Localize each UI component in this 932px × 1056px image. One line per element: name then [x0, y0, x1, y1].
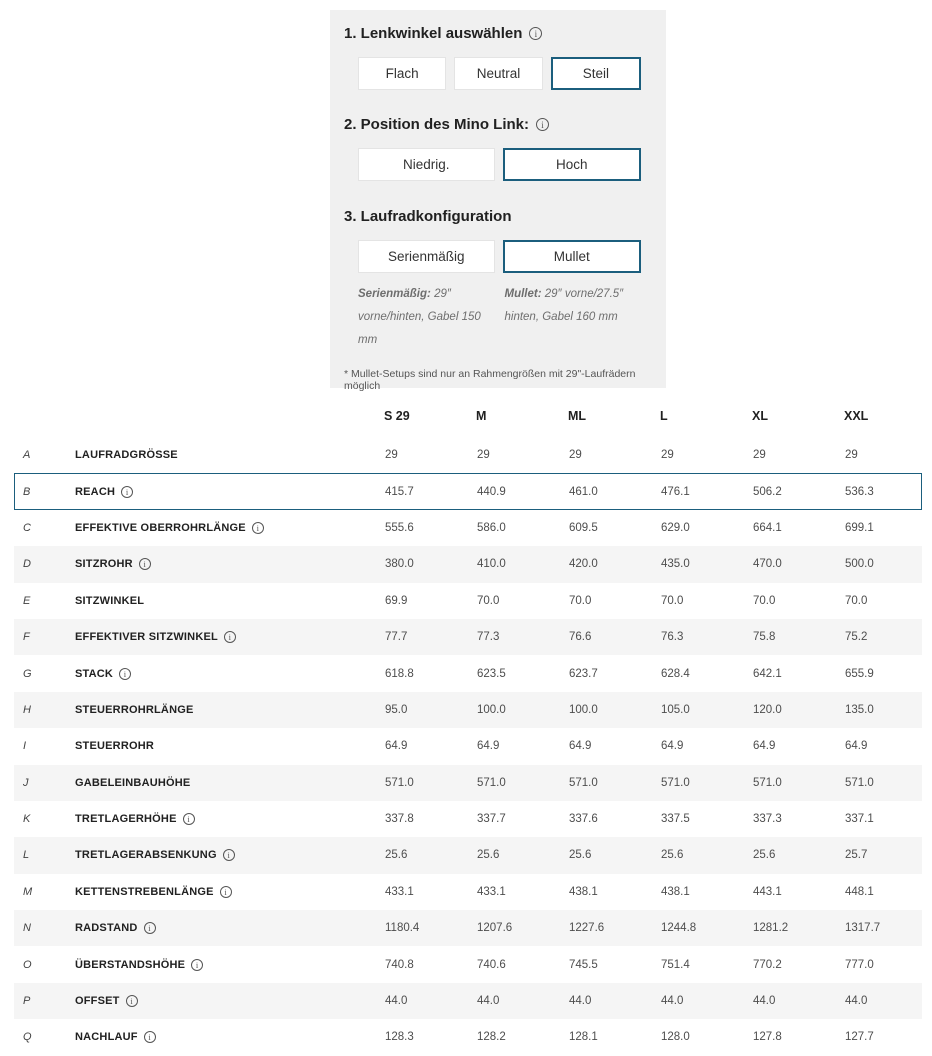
row-value: 1317.7 — [845, 922, 881, 935]
row-label — [75, 959, 385, 971]
serienmaessig-description — [358, 283, 495, 352]
row-value: 443.1 — [753, 885, 782, 898]
row-value: 70.0 — [845, 594, 868, 607]
section-laufradkonfiguration — [344, 208, 652, 352]
row-label-text: OFFSET — [75, 995, 120, 1008]
table-row[interactable] — [14, 1019, 922, 1055]
row-letter: E — [23, 594, 31, 607]
row-value: 76.6 — [569, 631, 592, 644]
row-label — [75, 886, 385, 898]
row-value: 777.0 — [845, 958, 874, 971]
row-value: 128.2 — [477, 1031, 506, 1044]
info-icon[interactable] — [139, 558, 151, 570]
row-value: 470.0 — [753, 558, 782, 571]
row-value: 25.6 — [661, 849, 684, 862]
table-body — [14, 437, 922, 1056]
row-letter: J — [23, 776, 29, 789]
row-label — [75, 922, 385, 934]
row-value: 95.0 — [385, 703, 408, 716]
table-row[interactable] — [14, 946, 922, 982]
row-value: 105.0 — [661, 703, 690, 716]
row-label — [75, 631, 385, 643]
row-value: 655.9 — [845, 667, 874, 680]
row-label-text: EFFEKTIVER SITZWINKEL — [75, 631, 218, 644]
row-label-text: RADSTAND — [75, 922, 138, 935]
row-value: 740.6 — [477, 958, 506, 971]
row-value: 44.0 — [569, 995, 592, 1008]
option-niedrig[interactable]: Niedrig. — [358, 148, 495, 181]
row-label-text: LAUFRADGRÖSSE — [75, 449, 178, 462]
row-value: 410.0 — [477, 558, 506, 571]
row-value: 438.1 — [661, 885, 690, 898]
row-value: 29 — [661, 449, 674, 462]
row-label — [75, 995, 385, 1007]
row-label — [75, 558, 385, 570]
row-value: 770.2 — [753, 958, 782, 971]
row-value: 745.5 — [569, 958, 598, 971]
info-icon[interactable] — [252, 522, 264, 534]
row-value: 555.6 — [385, 521, 414, 534]
description-text: 29″ vorne/hinten, Gabel 150 mm — [358, 288, 481, 346]
row-value: 29 — [477, 449, 490, 462]
row-value: 70.0 — [477, 594, 500, 607]
row-label-text: SITZROHR — [75, 558, 133, 571]
row-letter: B — [23, 485, 31, 498]
row-value: 628.4 — [661, 667, 690, 680]
row-value: 64.9 — [661, 740, 684, 753]
config-panel — [330, 10, 666, 392]
table-row[interactable] — [14, 546, 922, 582]
row-value: 536.3 — [845, 485, 874, 498]
row-value: 337.5 — [661, 813, 690, 826]
option-neutral[interactable]: Neutral — [454, 57, 542, 90]
row-value: 75.8 — [753, 631, 776, 644]
row-value: 64.9 — [477, 740, 500, 753]
row-value: 337.1 — [845, 813, 874, 826]
row-value: 25.6 — [569, 849, 592, 862]
row-value: 1244.8 — [661, 922, 697, 935]
row-value: 100.0 — [477, 703, 506, 716]
info-icon[interactable] — [223, 849, 235, 861]
row-value: 740.8 — [385, 958, 414, 971]
row-letter: K — [23, 813, 31, 826]
row-value: 128.0 — [661, 1031, 690, 1044]
row-label-text: STACK — [75, 667, 114, 680]
row-value: 476.1 — [661, 485, 690, 498]
row-letter: I — [23, 740, 27, 753]
row-value: 44.0 — [661, 995, 684, 1008]
row-value: 70.0 — [753, 594, 776, 607]
row-value: 128.1 — [569, 1031, 598, 1044]
row-value: 337.3 — [753, 813, 782, 826]
row-value: 664.1 — [753, 521, 782, 534]
row-value: 337.7 — [477, 813, 506, 826]
row-value: 623.7 — [569, 667, 598, 680]
row-label-text: SITZWINKEL — [75, 594, 145, 607]
table-row[interactable] — [14, 437, 922, 473]
section-mino-link-title — [344, 116, 652, 133]
section-laufradkonfiguration-title — [344, 208, 652, 225]
geometry-table — [14, 395, 922, 1056]
row-value: 44.0 — [385, 995, 408, 1008]
row-value: 127.7 — [845, 1031, 874, 1044]
row-value: 77.7 — [385, 631, 408, 644]
row-value: 618.8 — [385, 667, 414, 680]
row-value: 120.0 — [753, 703, 782, 716]
row-value: 623.5 — [477, 667, 506, 680]
description-lead: Serienmäßig: — [358, 288, 431, 300]
table-row[interactable] — [14, 874, 922, 910]
row-value: 64.9 — [753, 740, 776, 753]
row-label-text: TRETLAGERHÖHE — [75, 813, 177, 826]
row-value: 699.1 — [845, 521, 874, 534]
info-icon[interactable] — [191, 959, 203, 971]
table-row[interactable] — [14, 655, 922, 691]
row-value: 69.9 — [385, 594, 408, 607]
row-label-text: ÜBERSTANDSHÖHE — [75, 958, 186, 971]
row-label — [75, 813, 385, 825]
row-value: 25.6 — [385, 849, 408, 862]
option-flach[interactable]: Flach — [358, 57, 446, 90]
row-value: 64.9 — [385, 740, 408, 753]
row-value: 64.9 — [845, 740, 868, 753]
row-label — [75, 668, 385, 680]
row-value: 337.6 — [569, 813, 598, 826]
section-lenkwinkel — [344, 25, 652, 90]
row-value: 571.0 — [477, 776, 506, 789]
row-letter: F — [23, 631, 30, 644]
table-row[interactable] — [14, 692, 922, 728]
row-value: 435.0 — [661, 558, 690, 571]
row-value: 100.0 — [569, 703, 598, 716]
section-mino-link — [344, 116, 652, 181]
row-value: 500.0 — [845, 558, 874, 571]
size-header: L — [660, 409, 668, 423]
row-value: 571.0 — [385, 776, 414, 789]
option-steil[interactable]: Steil — [551, 57, 641, 90]
row-label-text: EFFEKTIVE OBERROHRLÄNGE — [75, 521, 246, 534]
row-label-text: KETTENSTREBENLÄNGE — [75, 885, 214, 898]
row-value: 64.9 — [569, 740, 592, 753]
row-value: 642.1 — [753, 667, 782, 680]
row-label-text: REACH — [75, 485, 116, 498]
row-letter: D — [23, 558, 31, 571]
mino-link-options — [358, 148, 641, 181]
table-row[interactable] — [14, 510, 922, 546]
row-value: 135.0 — [845, 703, 874, 716]
row-value: 1180.4 — [385, 922, 420, 935]
section-title-text: 1. Lenkwinkel auswählen — [344, 25, 523, 42]
row-value: 415.7 — [385, 485, 414, 498]
row-value: 380.0 — [385, 558, 414, 571]
row-label — [75, 849, 385, 861]
row-letter: P — [23, 995, 31, 1008]
row-value: 438.1 — [569, 885, 598, 898]
row-value: 75.2 — [845, 631, 868, 644]
row-value: 609.5 — [569, 521, 598, 534]
row-value: 571.0 — [845, 776, 874, 789]
info-icon[interactable] — [119, 668, 131, 680]
info-icon[interactable] — [126, 995, 138, 1007]
info-icon[interactable] — [220, 886, 232, 898]
row-value: 506.2 — [753, 485, 782, 498]
row-value: 44.0 — [477, 995, 500, 1008]
table-row[interactable] — [14, 983, 922, 1019]
row-value: 448.1 — [845, 885, 874, 898]
row-value: 25.7 — [845, 849, 868, 862]
row-value: 629.0 — [661, 521, 690, 534]
row-value: 571.0 — [569, 776, 598, 789]
row-value: 128.3 — [385, 1031, 414, 1044]
row-value: 70.0 — [661, 594, 684, 607]
mullet-footnote: * Mullet-Setups sind nur an Rahmengrößen mit 29"-Laufrädern möglich — [344, 368, 636, 392]
row-label — [75, 704, 385, 716]
row-value: 586.0 — [477, 521, 506, 534]
row-letter: M — [23, 885, 33, 898]
row-letter: G — [23, 667, 32, 680]
row-label — [75, 595, 385, 607]
size-header: M — [476, 409, 487, 423]
row-label — [75, 522, 385, 534]
row-value: 571.0 — [661, 776, 690, 789]
description-lead: Mullet: — [504, 288, 542, 300]
table-row[interactable] — [14, 765, 922, 801]
size-header: ML — [568, 409, 587, 423]
row-value: 70.0 — [569, 594, 592, 607]
info-icon[interactable] — [144, 1031, 156, 1043]
row-label — [75, 777, 385, 789]
row-value: 433.1 — [477, 885, 506, 898]
row-value: 1227.6 — [569, 922, 605, 935]
row-label — [75, 740, 385, 752]
mullet-description — [505, 283, 642, 352]
row-value: 76.3 — [661, 631, 684, 644]
section-title-text: 2. Position des Mino Link: — [344, 116, 530, 133]
row-label-text: NACHLAUF — [75, 1031, 138, 1044]
row-label — [75, 449, 385, 461]
table-row[interactable] — [14, 910, 922, 946]
row-value: 1207.6 — [477, 922, 513, 935]
table-row[interactable] — [14, 473, 922, 509]
row-value: 29 — [569, 449, 582, 462]
row-letter: A — [23, 449, 31, 462]
row-value: 29 — [385, 449, 398, 462]
table-row[interactable] — [14, 728, 922, 764]
row-letter: O — [23, 958, 32, 971]
row-value: 44.0 — [753, 995, 776, 1008]
table-row[interactable] — [14, 801, 922, 837]
row-letter: C — [23, 521, 31, 534]
info-icon[interactable] — [529, 27, 542, 40]
size-header: XL — [752, 409, 768, 423]
table-row[interactable] — [14, 837, 922, 873]
row-value: 440.9 — [477, 485, 506, 498]
table-row[interactable] — [14, 619, 922, 655]
info-icon[interactable] — [144, 922, 156, 934]
row-label-text: GABELEINBAUHÖHE — [75, 776, 191, 789]
section-title-text: 3. Laufradkonfiguration — [344, 208, 512, 225]
row-value: 571.0 — [753, 776, 782, 789]
row-value: 433.1 — [385, 885, 414, 898]
row-label — [75, 486, 385, 498]
row-value: 29 — [753, 449, 766, 462]
row-letter: H — [23, 703, 31, 716]
row-label-text: STEUERROHR — [75, 740, 155, 753]
info-icon[interactable] — [536, 118, 549, 131]
info-icon[interactable] — [183, 813, 195, 825]
row-letter: L — [23, 849, 30, 862]
size-header-row — [14, 395, 922, 437]
option-serienmaessig[interactable]: Serienmäßig — [358, 240, 495, 273]
row-value: 420.0 — [569, 558, 598, 571]
row-value: 751.4 — [661, 958, 690, 971]
row-value: 44.0 — [845, 995, 868, 1008]
description-text: 29″ vorne/27.5″ hinten, Gabel 160 mm — [504, 288, 624, 323]
option-hoch[interactable]: Hoch — [503, 148, 642, 181]
row-value: 77.3 — [477, 631, 500, 644]
table-row[interactable] — [14, 583, 922, 619]
row-value: 337.8 — [385, 813, 414, 826]
row-label-text: STEUERROHRLÄNGE — [75, 703, 194, 716]
row-value: 1281.2 — [753, 922, 789, 935]
row-label — [75, 1031, 385, 1043]
lenkwinkel-options — [358, 57, 641, 90]
row-label-text: TRETLAGERABSENKUNG — [75, 849, 217, 862]
laufrad-options — [358, 240, 641, 273]
row-value: 127.8 — [753, 1031, 782, 1044]
row-letter: N — [23, 922, 31, 935]
size-header: S 29 — [384, 409, 410, 423]
row-letter: Q — [23, 1031, 32, 1044]
option-descriptions — [358, 283, 641, 352]
section-lenkwinkel-title — [344, 25, 652, 42]
row-value: 25.6 — [477, 849, 500, 862]
option-mullet[interactable]: Mullet — [503, 240, 642, 273]
info-icon[interactable] — [224, 631, 236, 643]
row-value: 461.0 — [569, 485, 598, 498]
row-value: 25.6 — [753, 849, 776, 862]
size-header: XXL — [844, 409, 869, 423]
info-icon[interactable] — [121, 486, 133, 498]
row-value: 29 — [845, 449, 858, 462]
